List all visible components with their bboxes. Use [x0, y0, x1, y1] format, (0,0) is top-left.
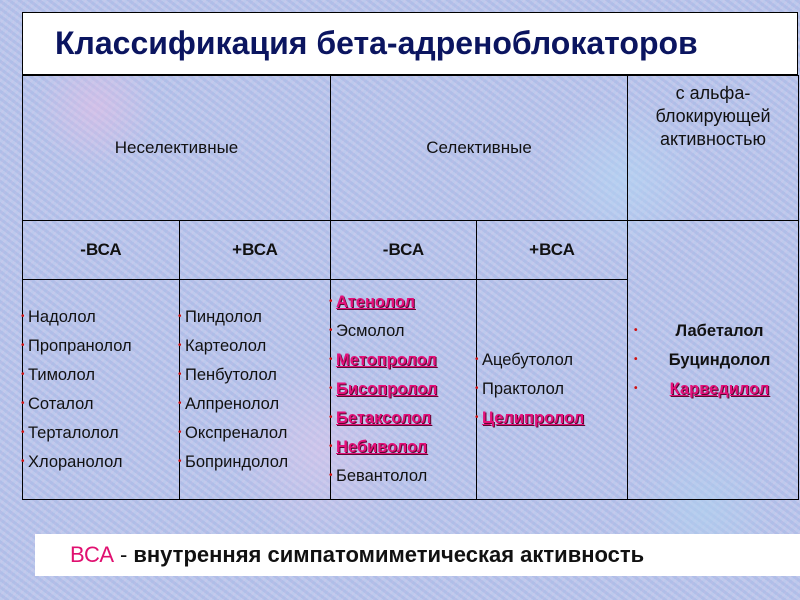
drug-name: Пиндолол	[185, 307, 262, 326]
drug-item	[180, 332, 330, 361]
drug-name: Картеолол	[185, 336, 267, 355]
legend-dash: -	[120, 542, 128, 567]
nonselective-plus-isa-cell	[180, 280, 331, 500]
drug-list	[331, 288, 476, 491]
drug-item	[477, 375, 627, 404]
drug-name: Буциндолол	[668, 350, 771, 369]
drug-item	[180, 303, 330, 332]
drug-name: Надолол	[28, 307, 96, 326]
header-alpha-text: с альфа-блокирующей активностью	[655, 83, 771, 149]
drug-list	[477, 346, 627, 433]
drug-name: Пропранолол	[28, 336, 132, 355]
drug-name: Терталолол	[28, 423, 119, 442]
drug-name: Алпренолол	[185, 394, 280, 413]
legend-abbreviation: ВСА	[70, 542, 115, 567]
drug-name: Бисопролол	[336, 380, 438, 398]
drug-item	[23, 332, 179, 361]
classification-table	[22, 75, 799, 500]
drug-item-highlighted	[331, 375, 476, 404]
header-selective: Селективные	[331, 76, 628, 221]
drug-list	[180, 303, 330, 477]
drug-name: Хлоранолол	[28, 452, 123, 471]
drug-item	[23, 361, 179, 390]
drug-item	[23, 448, 179, 477]
drug-item	[477, 346, 627, 375]
drug-item-highlighted	[331, 346, 476, 375]
drug-item	[636, 346, 798, 375]
drug-list	[636, 317, 798, 404]
drug-name: Целипролол	[482, 409, 585, 427]
drug-item	[180, 361, 330, 390]
subheader-nonselective-minus-isa: -ВСА	[23, 221, 180, 280]
subheader-selective-plus-isa: +ВСА	[477, 221, 628, 280]
drug-name: Бевантолол	[336, 467, 428, 485]
drug-item	[180, 448, 330, 477]
header-alpha-blocking	[628, 76, 799, 221]
drug-item	[180, 419, 330, 448]
drug-name: Эсмолол	[336, 322, 405, 340]
page-title: Классификация бета-адреноблокаторов	[55, 25, 698, 61]
drug-item	[23, 419, 179, 448]
drug-name: Ацебутолол	[482, 351, 574, 369]
drug-item	[180, 390, 330, 419]
subheader-nonselective-plus-isa: +ВСА	[180, 221, 331, 280]
drug-item	[23, 390, 179, 419]
drug-item-highlighted	[331, 433, 476, 462]
drug-item-highlighted	[636, 375, 798, 404]
selective-minus-isa-cell	[331, 280, 477, 500]
header-nonselective: Неселективные	[23, 76, 331, 221]
drug-name: Метопролол	[336, 351, 437, 369]
drug-name: Соталол	[28, 394, 94, 413]
drug-name: Боприндолол	[185, 452, 289, 471]
subheader-row	[23, 221, 799, 280]
drug-item-highlighted	[331, 404, 476, 433]
subheader-selective-minus-isa: -ВСА	[331, 221, 477, 280]
drug-item	[331, 317, 476, 346]
header-row	[23, 76, 799, 221]
title-box	[22, 12, 798, 75]
drug-name: Атенолол	[336, 293, 416, 311]
legend-text: внутренняя симпатомиметическая активность	[133, 542, 645, 567]
drug-name: Практолол	[482, 380, 565, 398]
drug-name: Бетаксолол	[336, 409, 432, 427]
drug-list	[23, 303, 179, 477]
drug-name: Небиволол	[336, 438, 428, 456]
drug-name: Лабеталол	[675, 321, 764, 340]
drug-name: Карведилол	[669, 379, 770, 398]
drug-item-highlighted	[477, 404, 627, 433]
drug-name: Окспреналол	[185, 423, 288, 442]
drug-name: Пенбутолол	[185, 365, 277, 384]
nonselective-minus-isa-cell	[23, 280, 180, 500]
drug-item	[636, 317, 798, 346]
drug-item-highlighted	[331, 288, 476, 317]
alpha-drugs-cell	[628, 221, 799, 500]
drug-item	[331, 462, 476, 491]
legend-box	[35, 534, 800, 576]
drug-name: Тимолол	[28, 365, 95, 384]
drug-item	[23, 303, 179, 332]
selective-plus-isa-cell	[477, 280, 628, 500]
